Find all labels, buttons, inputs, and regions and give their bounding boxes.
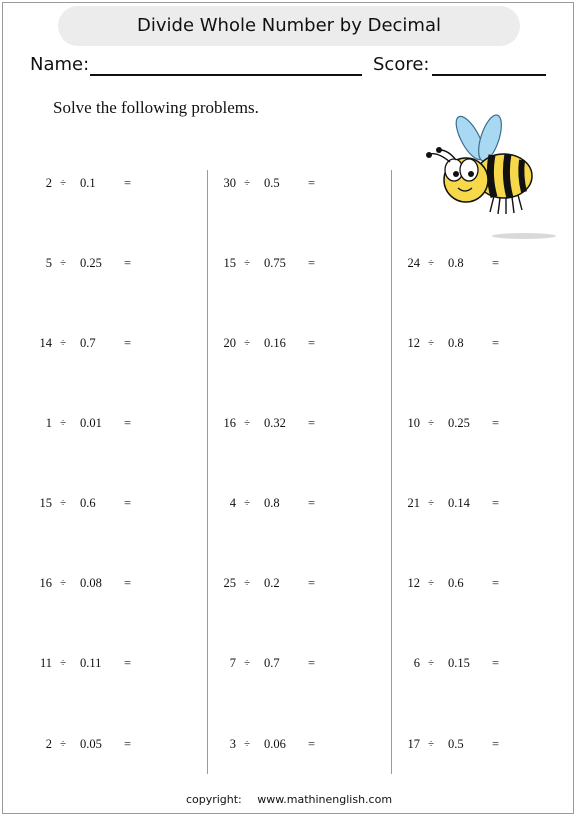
problem-row	[28, 653, 168, 673]
divide-sign: ÷	[60, 577, 67, 589]
dividend: 24	[407, 256, 420, 270]
bee-antenna-tip	[436, 147, 442, 153]
footer	[0, 793, 578, 806]
divide-sign: ÷	[428, 337, 435, 349]
problem-row	[212, 653, 352, 673]
equals-sign: =	[308, 336, 316, 350]
divide-sign: ÷	[60, 657, 67, 669]
dividend: 3	[229, 737, 236, 751]
equals-sign: =	[308, 496, 316, 510]
divide-sign: ÷	[60, 497, 67, 509]
divide-sign: ÷	[60, 257, 67, 269]
divisor: 0.01	[80, 416, 102, 430]
divide-sign: ÷	[60, 738, 67, 750]
equals-sign: =	[124, 737, 132, 751]
dividend: 15	[39, 496, 52, 510]
dividend: 16	[39, 576, 52, 590]
dividend: 6	[413, 656, 420, 670]
divide-sign: ÷	[428, 257, 435, 269]
equals-sign: =	[492, 336, 500, 350]
equals-sign: =	[124, 576, 132, 590]
divisor: 0.14	[448, 496, 470, 510]
divisor: 0.6	[448, 576, 464, 590]
equals-sign: =	[308, 416, 316, 430]
dividend: 30	[223, 176, 236, 190]
divisor: 0.8	[264, 496, 280, 510]
divisor: 0.15	[448, 656, 470, 670]
equals-sign: =	[492, 256, 500, 270]
divisor: 0.25	[80, 256, 102, 270]
problem-row	[28, 253, 168, 273]
divisor: 0.08	[80, 576, 102, 590]
problem-row	[212, 413, 352, 433]
divisor: 0.7	[80, 336, 96, 350]
dividend: 2	[45, 176, 52, 190]
divide-sign: ÷	[428, 417, 435, 429]
equals-sign: =	[492, 416, 500, 430]
bee-shadow	[492, 233, 556, 239]
name-score-row	[30, 54, 550, 80]
equals-sign: =	[308, 737, 316, 751]
problem-row	[212, 253, 352, 273]
divide-sign: ÷	[244, 657, 251, 669]
problem-row	[396, 653, 536, 673]
equals-sign: =	[124, 336, 132, 350]
divisor: 0.2	[264, 576, 280, 590]
dividend: 12	[407, 336, 420, 350]
dividend: 10	[407, 416, 420, 430]
dividend: 11	[39, 656, 52, 670]
divide-sign: ÷	[428, 657, 435, 669]
divisor: 0.16	[264, 336, 286, 350]
equals-sign: =	[308, 256, 316, 270]
problem-row	[212, 173, 352, 193]
problem-row	[28, 173, 168, 193]
column-divider	[391, 170, 392, 774]
divisor: 0.06	[264, 737, 286, 751]
dividend: 14	[39, 336, 52, 350]
dividend: 20	[223, 336, 236, 350]
problem-row	[212, 333, 352, 353]
problem-row	[212, 493, 352, 513]
copyright-label: copyright:	[185, 793, 242, 806]
dividend: 12	[407, 576, 420, 590]
divisor: 0.11	[80, 656, 102, 670]
equals-sign: =	[492, 496, 500, 510]
dividend: 5	[45, 256, 52, 270]
problem-row	[396, 413, 536, 433]
dividend: 16	[223, 416, 236, 430]
divide-sign: ÷	[244, 257, 251, 269]
equals-sign: =	[124, 656, 132, 670]
divisor: 0.32	[264, 416, 286, 430]
divide-sign: ÷	[60, 177, 67, 189]
divide-sign: ÷	[244, 337, 251, 349]
divisor: 0.8	[448, 256, 464, 270]
divisor: 0.05	[80, 737, 102, 751]
divide-sign: ÷	[60, 417, 67, 429]
problem-row	[396, 573, 536, 593]
dividend: 17	[407, 737, 420, 751]
dividend: 2	[45, 737, 52, 751]
dividend: 1	[45, 416, 52, 430]
divide-sign: ÷	[244, 738, 251, 750]
problem-row	[396, 253, 536, 273]
equals-sign: =	[492, 656, 500, 670]
problem-row	[212, 734, 352, 754]
dividend: 4	[229, 496, 236, 510]
equals-sign: =	[308, 576, 316, 590]
problem-row	[28, 573, 168, 593]
column-divider	[207, 170, 208, 774]
problem-row	[28, 413, 168, 433]
dividend: 21	[407, 496, 420, 510]
problem-row	[396, 734, 536, 754]
dividend: 7	[229, 656, 236, 670]
divisor: 0.6	[80, 496, 96, 510]
divide-sign: ÷	[428, 497, 435, 509]
divide-sign: ÷	[60, 337, 67, 349]
problem-row	[28, 734, 168, 754]
name-field[interactable]	[90, 74, 362, 76]
equals-sign: =	[124, 256, 132, 270]
bee-illustration	[410, 108, 560, 240]
dividend: 15	[223, 256, 236, 270]
divisor: 0.5	[448, 737, 464, 751]
equals-sign: =	[308, 176, 316, 190]
divide-sign: ÷	[428, 738, 435, 750]
problem-row	[396, 333, 536, 353]
dividend: 25	[223, 576, 236, 590]
score-field[interactable]	[432, 74, 546, 76]
problem-row	[396, 493, 536, 513]
divisor: 0.8	[448, 336, 464, 350]
name-label: Name:	[30, 54, 90, 75]
divisor: 0.7	[264, 656, 280, 670]
equals-sign: =	[492, 576, 500, 590]
divisor: 0.75	[264, 256, 286, 270]
site-link[interactable]: www.mathinenglish.com	[257, 793, 393, 806]
equals-sign: =	[492, 737, 500, 751]
divide-sign: ÷	[244, 177, 251, 189]
equals-sign: =	[124, 176, 132, 190]
divide-sign: ÷	[244, 497, 251, 509]
problem-row	[28, 333, 168, 353]
score-label: Score:	[373, 54, 430, 75]
divide-sign: ÷	[244, 417, 251, 429]
equals-sign: =	[124, 416, 132, 430]
worksheet-title: Divide Whole Number by Decimal	[58, 6, 520, 46]
equals-sign: =	[124, 496, 132, 510]
equals-sign: =	[308, 656, 316, 670]
instructions: Solve the following problems.	[53, 98, 259, 117]
problem-row	[28, 493, 168, 513]
bee-antenna-tip	[426, 152, 432, 158]
divisor: 0.25	[448, 416, 470, 430]
divisor: 0.1	[80, 176, 96, 190]
bee-eye	[460, 159, 478, 181]
divide-sign: ÷	[244, 577, 251, 589]
divisor: 0.5	[264, 176, 280, 190]
problem-row	[212, 573, 352, 593]
divide-sign: ÷	[428, 577, 435, 589]
